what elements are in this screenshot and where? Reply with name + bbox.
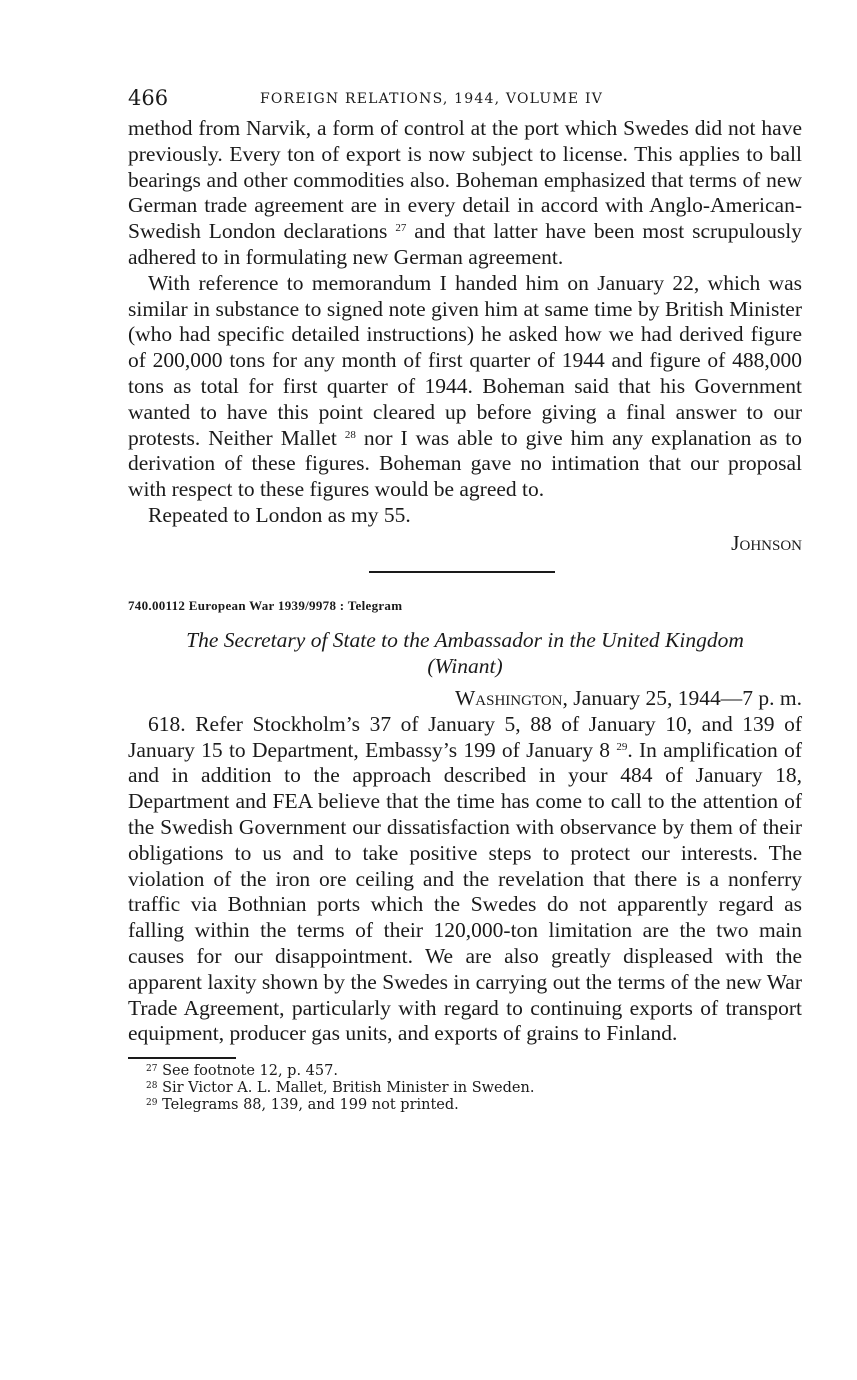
footnote-ref: 29: [616, 740, 628, 753]
main-text: [128, 116, 802, 1047]
footnote-number: 29: [146, 1098, 158, 1109]
dateline: [128, 686, 802, 712]
paragraph-text: With reference to memorandum I handed him on January 22, which was similar in substance to signed note given him at same time by British Minister (who had specific detailed instructions) he asked how we had derived figure of 200,000 tons for any month of first quarter of 1944 and figure of 488,000 tons as total for first quarter of 1944. Boheman said that his Government wanted to have this point cleared up before giving a final answer to our protests. Neither Mallet: [128, 270, 802, 450]
footnote: [128, 1097, 802, 1114]
page-number: 466: [128, 86, 169, 110]
paragraph-text: nor I was able to give him any explanation as to derivation of these figures. Boheman gave no intimation that our proposal with respect to these figures would be agreed to.: [128, 425, 803, 502]
footnote-text: Telegrams 88, 139, and 199 not printed.: [162, 1097, 459, 1114]
paragraph-text: method from Narvik, a form of control at the port which Swedes did not have previously. Every ton of export is now subject to license. This applies to ball bearings and other commodities also. Boheman emphasized that terms of new German trade agreement are in every detail in accord with Anglo-American-Swedish London declarations: [128, 116, 802, 244]
footnote-ref: 28: [344, 428, 356, 441]
section-divider: [369, 571, 555, 573]
paragraph: Repeated to London as my 55.: [148, 502, 411, 527]
document-title: [128, 628, 802, 680]
paragraph-text: . In amplification of and in addition to the approach described in your 484 of January 18, Department and FEA believe that the time has come to call to the attention of the Swedish Government our dissatisfaction with observance by them of their obligations to us and to take positive steps to protect our interests. The violation of the iron ore ceiling and the revelation that there is a nonferry traffic via Bothnian ports which the Swedes do not apparently regard as falling within the terms of their 120,000-ton limitation are the two main causes for our disappointment. We are also greatly displeased with the apparent laxity shown by the Swedes in carrying out the terms of the new War Trade Agreement, particularly with regard to continuing exports of transport equipment, producer gas units, and exports of grains to Finland.: [128, 737, 803, 1046]
title-line: (Winant): [427, 654, 503, 679]
file-reference: 740.00112 European War 1939/9978 : Telegram: [128, 597, 403, 613]
footnote-number: 28: [146, 1081, 158, 1092]
paragraph-continued: [128, 116, 802, 271]
paragraph-text: 618. Refer Stockholm’s 37 of January 5, 88 of January 10, and 139 of January 15 to Department, Embassy’s 199 of January 8: [128, 711, 802, 762]
footnote-text: See footnote 12, p. 457.: [162, 1063, 338, 1080]
document-page: [128, 86, 802, 1114]
footnote-divider: [128, 1057, 236, 1059]
title-line: The Secretary of State to the Ambassador in the United Kingdom: [186, 628, 744, 653]
footnote: [128, 1063, 802, 1080]
signature: Johnson: [731, 530, 802, 555]
paragraph: [128, 271, 802, 503]
footnote-text: Sir Victor A. L. Mallet, British Minister in Sweden.: [162, 1080, 535, 1097]
footnote-number: 27: [146, 1064, 158, 1075]
footnotes: [128, 1063, 802, 1114]
footnote-ref: 27: [395, 222, 407, 235]
dateline-date: January 25, 1944—7 p. m.: [573, 685, 802, 710]
paragraph: [128, 712, 802, 1047]
dateline-place: Washington,: [455, 685, 568, 710]
page-header: [128, 86, 802, 116]
running-title: FOREIGN RELATIONS, 1944, VOLUME IV: [260, 91, 604, 107]
footnote: [128, 1080, 802, 1097]
paragraph-text: and that latter have been most scrupulously adhered to in formulating new German agreement.: [128, 219, 802, 269]
